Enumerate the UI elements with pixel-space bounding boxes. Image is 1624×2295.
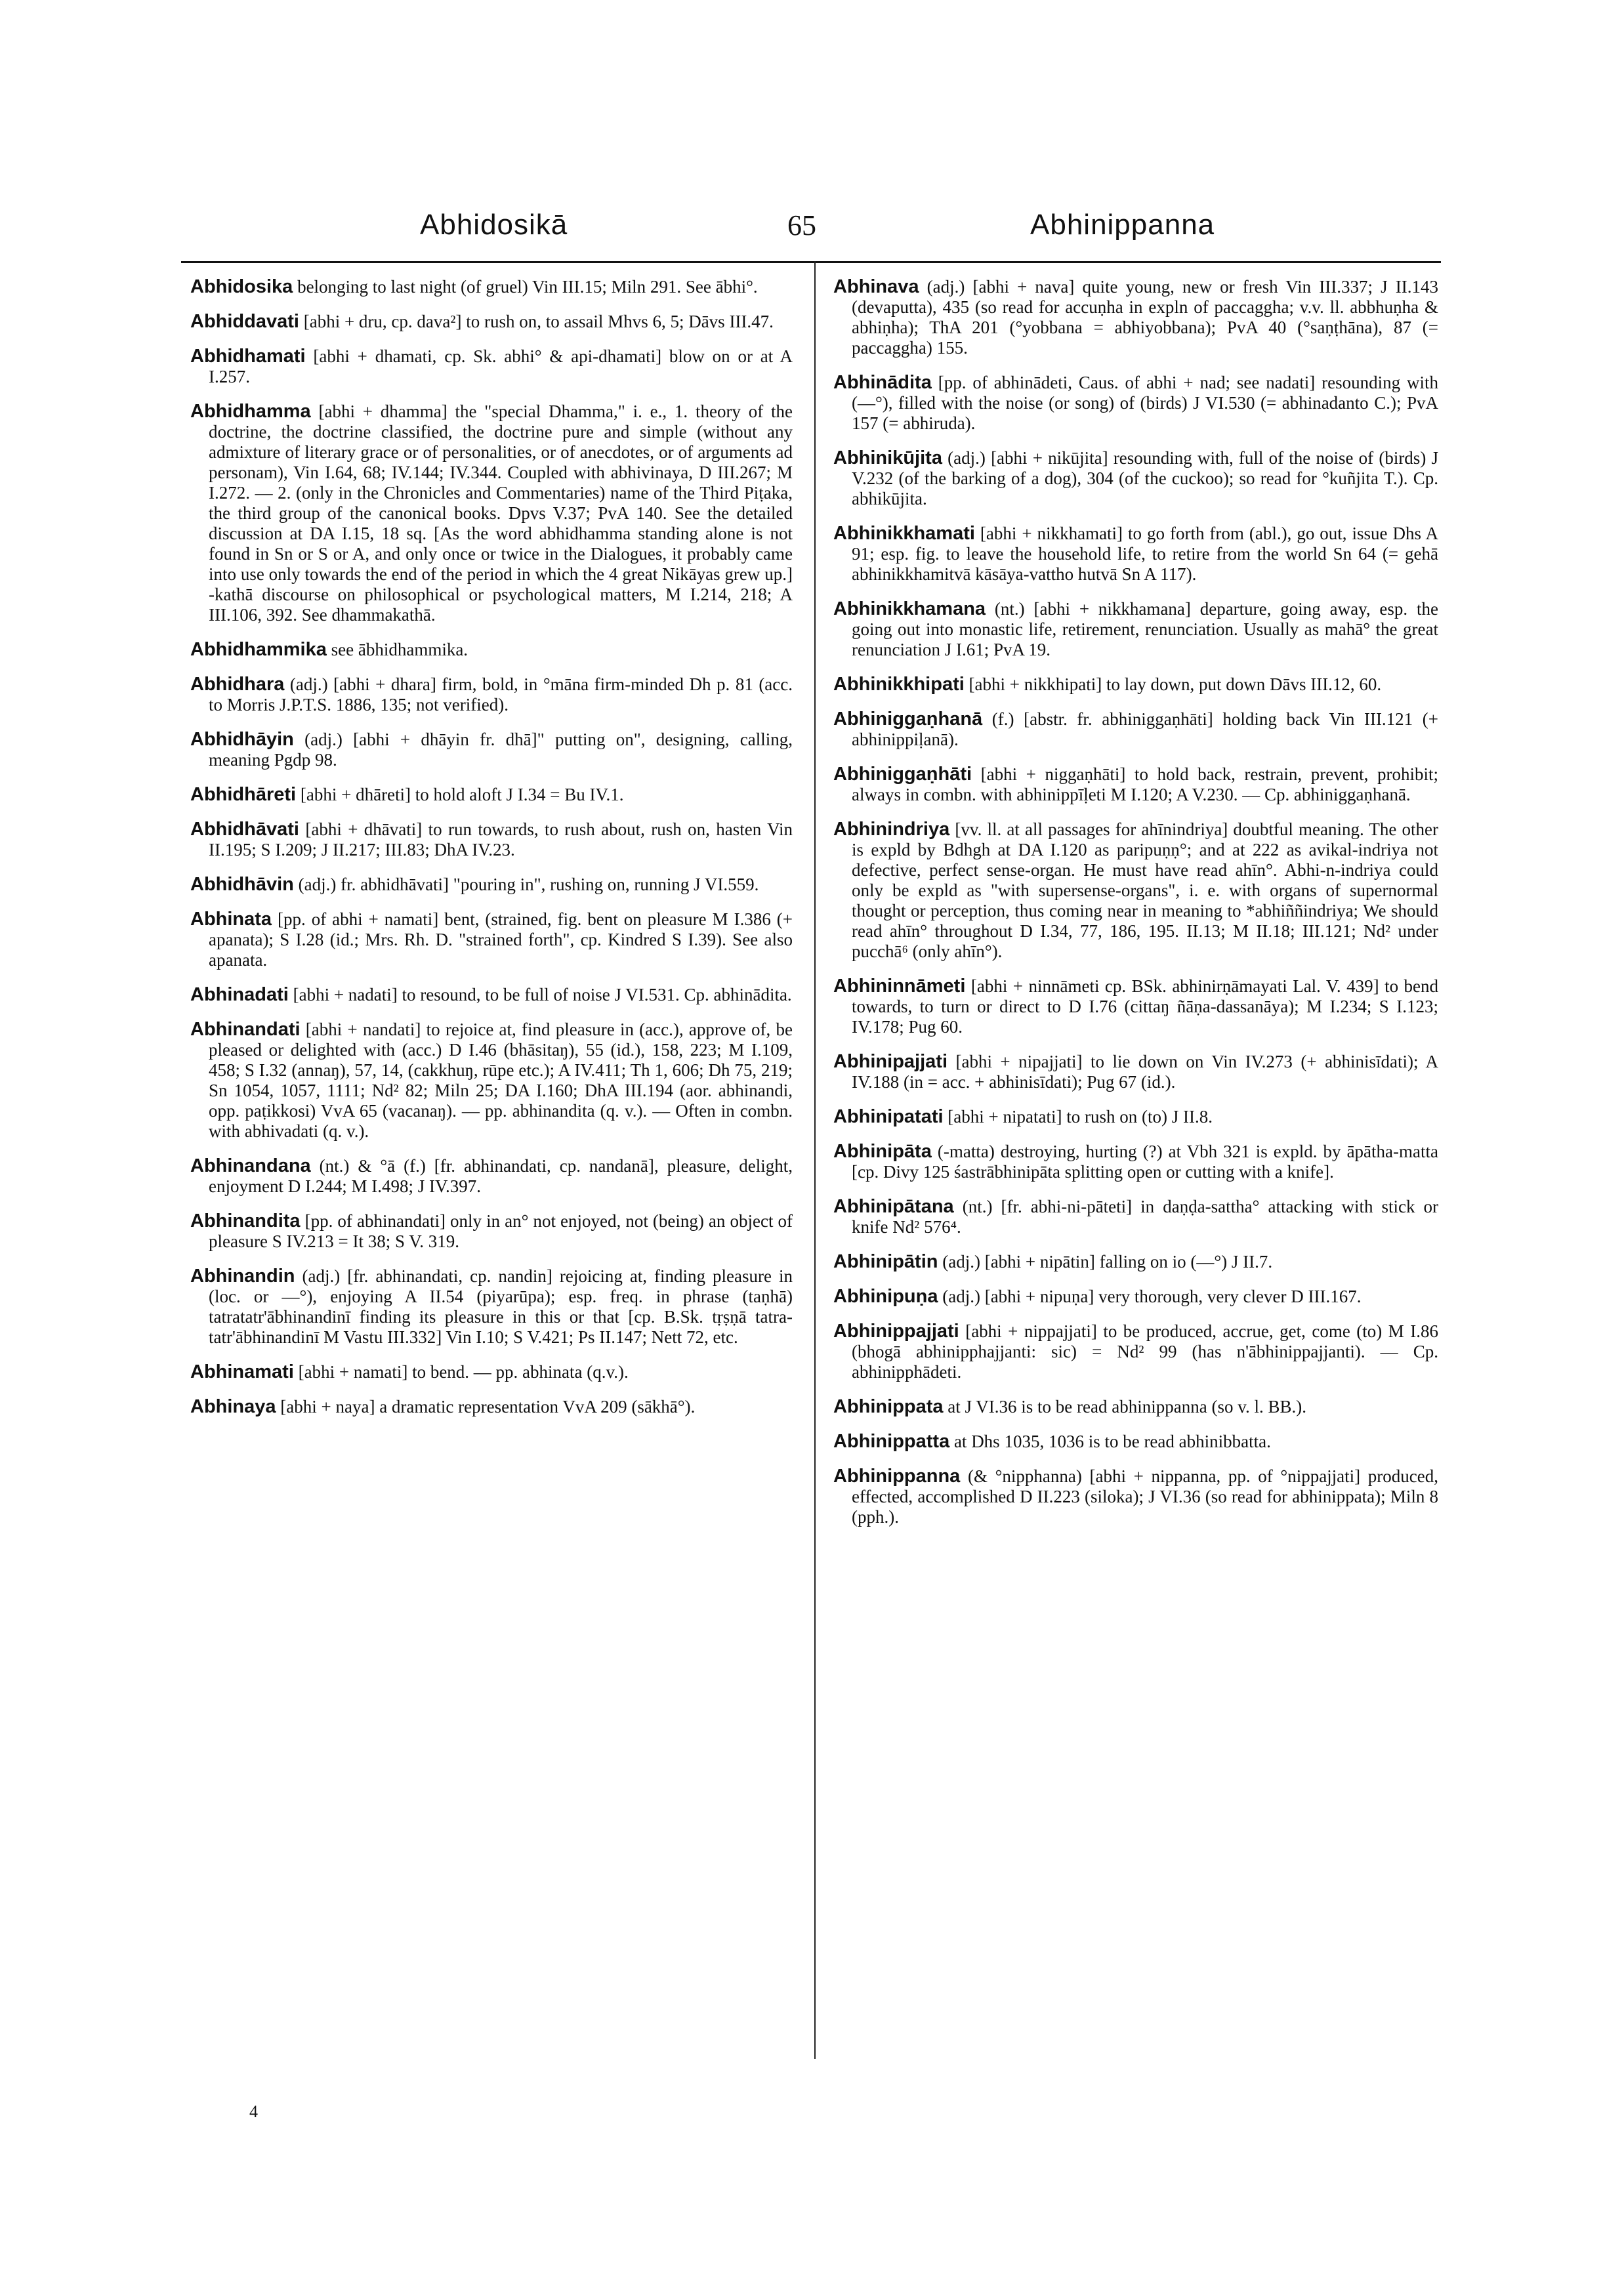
entry-headword: Abhinandati [190, 1019, 301, 1040]
entry-headword: Abhidosika [190, 276, 293, 297]
entry-headword: Abhiddavati [190, 311, 299, 332]
entry-headword: Abhidhāreti [190, 784, 297, 805]
entry-headword: Abhidhāyin [190, 729, 294, 750]
entry-definition: (adj.) [abhi + nikūjita] resounding with, full of the noise of (birds) J V.232 (of the barking of a dog), 304 (of the cuckoo); so read for °kuñjita T.). Cp. abhikūjita. [852, 448, 1439, 508]
entry-definition: [abhi + nikkhipati] to lay down, put down Dāvs III.12, 60. [968, 674, 1382, 694]
dictionary-entry [190, 277, 793, 297]
entry-definition: [pp. of abhi + namati] bent, (strained, fig. bent on pleasure M I.386 (+ apanata); S I.28 (id.; Mrs. Rh. D. "strained forth", cp. Kindred S I.39). See also apanata. [209, 909, 793, 970]
dictionary-entry [190, 640, 793, 660]
dictionary-entry [833, 373, 1438, 434]
entry-definition: [vv. ll. at all passages for ahīnindriya] doubtful meaning. The other is expld by Bdhgh at DA I.120 as paripuṇṇ°; and at 222 as avikal-indriya not defective, perfect sense-organ. He must have read ahīn°. Abhi-n-indriya could only be expld as "with supersense-organs", i. e. with organs of supernormal thought or perception, thus coming near in meaning to *abhiññindriya; We should read ahīn° throughout D I.34, 77, 186, 195. II.13; M II.18; III.121; Nd² under pucchā⁶ (only ahīn°). [852, 819, 1438, 961]
dictionary-entry [833, 1197, 1438, 1237]
dictionary-entry [833, 1107, 1438, 1127]
entry-definition: belonging to last night (of gruel) Vin III.15; Miln 291. See ābhi°. [297, 277, 758, 297]
entry-definition: see ābhidhammika. [331, 640, 468, 659]
entry-headword: Abhidhāvati [190, 819, 299, 840]
entry-definition: (adj.) [abhi + nipātin] falling on io (—°) J II.7. [942, 1252, 1273, 1272]
dictionary-entry [190, 985, 793, 1005]
dictionary-entry [833, 524, 1438, 585]
entry-definition: [pp. of abhinandati] only in an° not enjoyed, not (being) an object of pleasure S IV.213 = It 38; S V. 319. [209, 1211, 793, 1251]
entry-headword: Abhinādita [833, 372, 932, 393]
entry-headword: Abhinipuṇa [833, 1286, 938, 1307]
running-head [0, 209, 1624, 261]
entry-definition: (f.) [abstr. fr. abhiniggaṇhāti] holding back Vin III.121 (+ abhinippiḷanā). [852, 709, 1438, 749]
entry-headword: Abhinipātin [833, 1251, 938, 1272]
entry-definition: (adj.) [abhi + dhara] firm, bold, in °māna firm-minded Dh p. 81 (acc. to Morris J.P.T.S. 1886, 135; not verified). [209, 674, 793, 714]
entry-definition: [abhi + niggaṇhāti] to hold back, restrain, prevent, prohibit; always in combn. with abhinippīḷeti M I.120; A V.230. — Cp. abhiniggaṇhanā. [852, 764, 1438, 804]
entry-definition: at J VI.36 is to be read abhinippanna (so v. l. BB.). [947, 1397, 1306, 1416]
signature-mark: 4 [249, 2102, 258, 2121]
entry-headword: Abhinippata [833, 1396, 944, 1417]
entry-definition: (-matta) destroying, hurting (?) at Vbh 321 is expld. by āpātha-matta [cp. Divy 125 śastrābhinipāta splitting open or cutting with a knife]. [852, 1142, 1438, 1182]
dictionary-entry [833, 1287, 1438, 1307]
column-divider [814, 261, 816, 2059]
header-rule [181, 261, 1441, 263]
dictionary-entry [190, 730, 793, 770]
dictionary-entry [833, 277, 1438, 358]
dictionary-entry [833, 819, 1438, 962]
dictionary-entry [833, 1252, 1438, 1272]
dictionary-entry [190, 875, 793, 895]
dictionary-entry [190, 346, 793, 387]
entry-definition: (adj.) [fr. abhinandati, cp. nandin] rejoicing at, finding pleasure in (loc. or —°), enjoying A II.54 (piyarūpa); esp. freq. in phrase (taṇhā) tatratatr'ābhinandinī finding its pleasure in this or that [cp. B.Sk. tṛṣṇā tatra-tatr'ābhinandinī M Vastu III.332] Vin I.10; S V.421; Ps II.147; Nett 72, etc. [209, 1266, 793, 1347]
entry-headword: Abhinipāta [833, 1141, 932, 1162]
dictionary-entry [190, 312, 793, 332]
entry-definition: [abhi + dru, cp. dava²] to rush on, to assail Mhvs 6, 5; Dāvs III.47. [303, 312, 774, 331]
entry-definition: [abhi + nikkhamati] to go forth from (abl.), go out, issue Dhs A 91; esp. fig. to leave the household life, to retire from the world Sn 64 (= gehā abhinikkhamitvā kāsāya-vattho hutvā Sn A 117). [852, 524, 1439, 584]
dictionary-entry [833, 764, 1438, 805]
entry-headword: Abhidhamati [190, 346, 306, 367]
dictionary-entry [190, 819, 793, 860]
entry-definition: [pp. of abhinādeti, Caus. of abhi + nad; see nadati] resounding with (—°), filled with the noise (or song) of (birds) J VI.530 (= abhinadanto C.); PvA 157 (= abhiruda). [852, 373, 1438, 433]
entry-headword: Abhinandita [190, 1210, 301, 1231]
entry-headword: Abhinikkhamati [833, 523, 975, 544]
entry-definition: [abhi + ninnāmeti cp. BSk. abhinirṇāmayati Lal. V. 439] to bend towards, to turn or direct to D I.76 (cittaŋ ñāṇa-dassanāya); M I.234; S I.123; IV.178; Pug 60. [852, 976, 1439, 1037]
entry-definition: (nt.) [abhi + nikkhamana] departure, going away, esp. the going out into monastic life, retirement, renunciation. Usually as mahā° the great renunciation J I.61; PvA 19. [852, 599, 1439, 659]
dictionary-entry [190, 1266, 793, 1348]
entry-definition: (& °nipphanna) [abhi + nippanna, pp. of °nippajjati] produced, effected, accomplished D II.223 (siloka); J VI.36 (so read for abhinippata); Miln 8 (pph.). [852, 1466, 1439, 1527]
entry-definition: [abhi + dhāreti] to hold aloft J I.34 = Bu IV.1. [300, 785, 624, 804]
entry-headword: Abhiniggaṇhāti [833, 764, 972, 785]
entry-headword: Abhinikūjita [833, 447, 942, 468]
dictionary-entry [833, 1321, 1438, 1382]
entry-headword: Abhinippatta [833, 1431, 950, 1452]
entry-definition: [abhi + nipatati] to rush on (to) J II.8. [947, 1107, 1213, 1127]
dictionary-entry [190, 402, 793, 625]
entry-headword: Abhidhammika [190, 639, 327, 660]
entry-headword: Abhinaya [190, 1396, 276, 1417]
entry-headword: Abhinipajjati [833, 1051, 947, 1072]
dictionary-entry [190, 1156, 793, 1197]
entry-headword: Abhinadati [190, 984, 289, 1005]
dictionary-entry [833, 1466, 1438, 1527]
running-head-right: Abhinippanna [1030, 209, 1215, 241]
dictionary-entry [833, 674, 1438, 695]
entry-definition: (nt.) [fr. abhi-ni-pāteti] in daṇḍa-sattha° attacking with stick or knife Nd² 576⁴. [852, 1197, 1438, 1237]
entry-headword: Abhinikkhamana [833, 598, 986, 619]
running-head-left: Abhidosikā [420, 209, 568, 241]
entry-definition: [abhi + nippajjati] to be produced, accrue, get, come (to) M I.86 (bhogā abhinipphajjanti: sic) = Nd² 99 (has n'ābhinippajjanti). — Cp. abhinipphādeti. [852, 1321, 1438, 1382]
entry-headword: Abhinipatati [833, 1106, 944, 1127]
dictionary-entry [833, 709, 1438, 750]
dictionary-entry [190, 909, 793, 970]
entry-definition: (adj.) fr. abhidhāvati] "pouring in", rushing on, running J VI.559. [298, 875, 759, 894]
entry-headword: Abhinamati [190, 1361, 294, 1382]
dictionary-entry [833, 1052, 1438, 1092]
entry-headword: Abhinippanna [833, 1466, 961, 1487]
dictionary-entry [833, 976, 1438, 1037]
entry-definition: [abhi + nipajjati] to lie down on Vin IV.273 (+ abhinisīdati); A IV.188 (in = acc. + abhinisīdati); Pug 67 (id.). [852, 1052, 1439, 1092]
entry-definition: at Dhs 1035, 1036 is to be read abhinibbatta. [953, 1432, 1271, 1451]
entry-headword: Abhinandin [190, 1266, 295, 1287]
entry-headword: Abhinava [833, 276, 919, 297]
dictionary-entry [833, 1432, 1438, 1452]
dictionary-entry [190, 785, 793, 805]
entry-headword: Abhidhamma [190, 401, 311, 422]
entry-headword: Abhinandana [190, 1155, 311, 1176]
entry-headword: Abhidhāvin [190, 874, 294, 895]
entry-definition: [abhi + dhāvati] to run towards, to rush about, rush on, hasten Vin II.195; S I.209; J II.217; III.83; DhA IV.23. [209, 819, 793, 859]
dictionary-entry [190, 674, 793, 715]
entry-headword: Abhinippajjati [833, 1321, 959, 1342]
dictionary-entry [190, 1211, 793, 1252]
left-column [190, 277, 793, 1432]
entry-definition: (nt.) & °ā (f.) [fr. abhinandati, cp. nandanā], pleasure, delight, enjoyment D I.244; M I.498; J IV.397. [209, 1156, 793, 1196]
entry-definition: (adj.) [abhi + nipuṇa] very thorough, very clever D III.167. [942, 1287, 1362, 1306]
dictionary-entry [833, 1397, 1438, 1417]
entry-definition: [abhi + dhamma] the "special Dhamma," i. e., 1. theory of the doctrine, the doctrine classified, the doctrine pure and simple (without any admixture of literary grace or of personalities, or of anecdotes, or of arguments ad personam), Vin I.64, 68; IV.144; IV.344. Coupled with abhivinaya, D III.267; M I.272. — 2. (only in the Chronicles and Commentaries) name of the Third Piṭaka, the third group of the canonical books. Dpvs V.37; PvA 140. See the detailed discussion at DA I.15, 18 sq. [As the word abhidhamma standing alone is not found in Sn or S or A, and only once or twice in the Dialogues, it probably came into use only towards the end of the period in which the 4 great Nikāyas grew up.] -kathā discourse on philosophical or psychological matters, M I.214, 218; A III.106, 392. See dhammakathā. [209, 402, 793, 625]
entry-definition: [abhi + nandati] to rejoice at, find pleasure in (acc.), approve of, be pleased or delighted with (acc.) D I.46 (bhāsitaŋ), 55 (id.), 158, 223; M I.109, 458; S I.32 (annaŋ), 57, 14, (cakkhuŋ, rūpe etc.); A IV.411; Th 1, 606; Dh 75, 219; Sn 1054, 1057, 1111; Nd² 82; Miln 25; DA I.160; DhA III.194 (aor. abhinandi, opp. paṭikkosi) VvA 65 (vacanaŋ). — pp. abhinandita (q. v.). — Often in combn. with abhivadati (q. v.). [209, 1020, 793, 1141]
entry-definition: [abhi + namati] to bend. — pp. abhinata (q.v.). [298, 1362, 629, 1382]
page-number: 65 [787, 209, 816, 241]
entry-headword: Abhinipātana [833, 1196, 954, 1217]
entry-headword: Abhinindriya [833, 819, 950, 840]
entry-headword: Abhinikkhipati [833, 674, 965, 695]
entry-headword: Abhinata [190, 909, 272, 930]
entry-headword: Abhidhara [190, 674, 285, 695]
entry-headword: Abhininnāmeti [833, 976, 966, 997]
entry-definition: (adj.) [abhi + nava] quite young, new or fresh Vin III.337; J II.143 (devaputta), 435 (so read for accuṇha in expln of paccaggha; v.v. ll. abbhuṇha & abhiṇha); ThA 201 (°yobbana = abhiyobbana); PvA 40 (°saṇṭhāna), 87 (= paccaggha) 155. [852, 277, 1439, 358]
entry-definition: (adj.) [abhi + dhāyin fr. dhā]" putting on", designing, calling, meaning Pgdp 98. [209, 730, 793, 770]
dictionary-entry [190, 1362, 793, 1382]
dictionary-entry [833, 448, 1438, 509]
entry-definition: [abhi + naya] a dramatic representation VvA 209 (sākhā°). [280, 1397, 696, 1416]
entry-definition: [abhi + nadati] to resound, to be full of noise J VI.531. Cp. abhinādita. [293, 985, 792, 1004]
dictionary-entry [190, 1397, 793, 1417]
dictionary-entry [190, 1020, 793, 1142]
dictionary-entry [833, 599, 1438, 660]
dictionary-entry [833, 1142, 1438, 1182]
right-column [833, 277, 1438, 1542]
entry-headword: Abhiniggaṇhanā [833, 709, 983, 730]
entry-definition: [abhi + dhamati, cp. Sk. abhi° & api-dhamati] blow on or at A I.257. [209, 346, 793, 386]
